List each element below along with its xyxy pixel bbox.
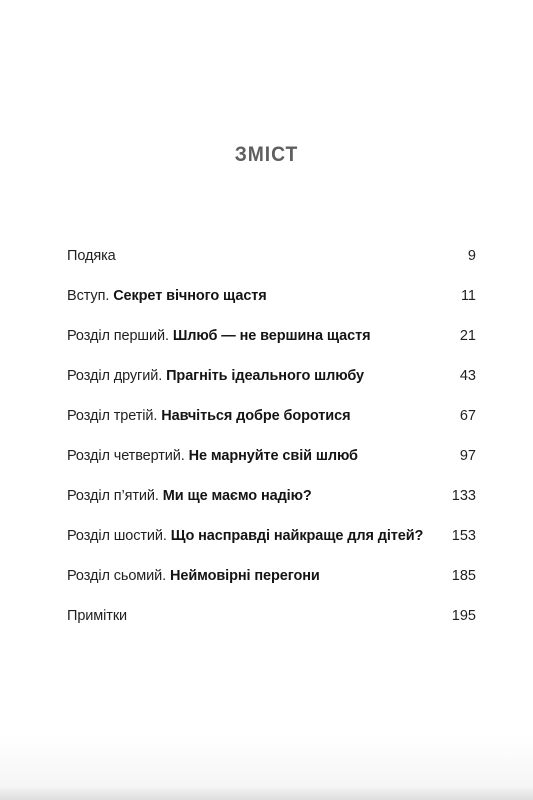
toc-entry-text — [67, 366, 364, 386]
page-bottom-shadow — [0, 786, 533, 800]
toc-entry-chapter-1 — [67, 326, 476, 366]
toc-entry-page: 153 — [451, 528, 476, 544]
toc-entry-name: Секрет вічного щастя — [113, 288, 267, 304]
table-of-contents — [67, 246, 476, 646]
toc-entry-chapter-7 — [67, 566, 476, 606]
toc-entry-label: Подяка — [67, 248, 116, 264]
toc-entry-page: 67 — [459, 408, 476, 424]
toc-entry-text — [67, 526, 423, 546]
toc-entry-name: Навчіться добре боротися — [161, 408, 351, 424]
toc-entry-text — [67, 446, 358, 466]
toc-entry-label: Розділ п’ятий. — [67, 488, 163, 504]
toc-entry-text — [67, 326, 370, 346]
toc-entry-page: 9 — [467, 248, 476, 264]
toc-entry-text — [67, 606, 127, 626]
toc-entry-chapter-2 — [67, 366, 476, 406]
toc-entry-name: Не марнуйте свій шлюб — [188, 448, 358, 464]
toc-entry-label: Примітки — [67, 608, 128, 624]
toc-entry-text — [67, 406, 350, 426]
toc-entry-label: Розділ четвертий. — [67, 448, 189, 464]
toc-entry-name: Ми ще маємо надію? — [162, 488, 312, 504]
toc-entry-page: 11 — [460, 288, 476, 304]
toc-entry-label: Розділ сьомий. — [67, 568, 171, 584]
toc-entry-label: Розділ шостий. — [67, 528, 171, 544]
toc-entry-notes — [67, 606, 476, 646]
page-title: ЗМІСТ — [234, 143, 299, 166]
toc-entry-page: 195 — [451, 608, 476, 624]
toc-entry-chapter-5 — [67, 486, 476, 526]
toc-entry-chapter-4 — [67, 446, 476, 486]
toc-entry-label: Розділ перший. — [67, 328, 173, 344]
toc-entry-page: 185 — [451, 568, 476, 584]
toc-entry-chapter-3 — [67, 406, 476, 446]
toc-entry-name: Неймовірні перегони — [170, 568, 320, 584]
toc-entry-page: 133 — [451, 488, 476, 504]
toc-entry-text — [67, 246, 116, 266]
toc-entry-acknowledgements — [67, 246, 476, 286]
toc-entry-label: Розділ третій. — [67, 408, 162, 424]
toc-entry-text — [67, 566, 320, 586]
toc-entry-introduction — [67, 286, 476, 326]
toc-entry-page: 21 — [459, 328, 476, 344]
toc-entry-label: Розділ другий. — [67, 368, 167, 384]
toc-entry-name: Прагніть ідеального шлюбу — [166, 368, 364, 384]
toc-entry-name: Що насправді найкраще для дітей? — [170, 528, 424, 544]
toc-entry-page: 43 — [459, 368, 476, 384]
toc-entry-text — [67, 486, 312, 506]
toc-entry-chapter-6 — [67, 526, 476, 566]
toc-entry-page: 97 — [459, 448, 476, 464]
toc-entry-label: Вступ. — [67, 288, 114, 304]
toc-entry-name: Шлюб — не вершина щастя — [172, 328, 371, 344]
toc-entry-text — [67, 286, 267, 306]
